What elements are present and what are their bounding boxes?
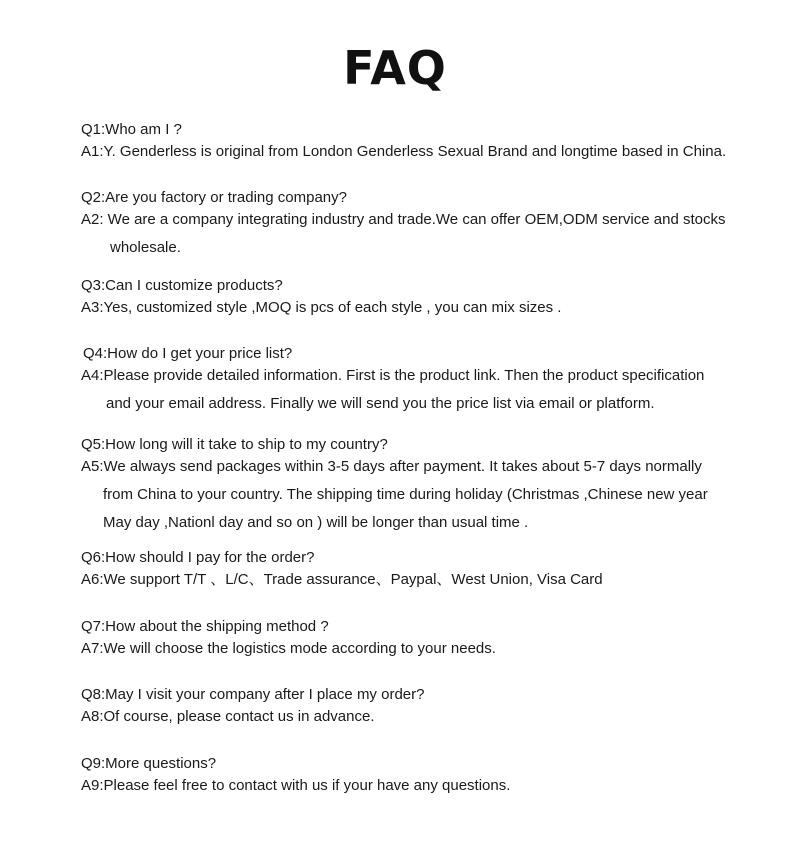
faq-answer-2: A2: We are a company integrating industry and trade.We can offer OEM,ODM service and stocks: [81, 211, 726, 228]
faq-answer-1: A1:Y. Genderless is original from London Genderless Sexual Brand and longtime based in China.: [81, 143, 727, 160]
faq-question-7: Q7:How about the shipping method ?: [81, 618, 329, 635]
faq-answer-8: A8:Of course, please contact us in advance.: [81, 708, 375, 725]
faq-question-6: Q6:How should I pay for the order?: [81, 549, 315, 566]
faq-answer-2-cont: wholesale.: [110, 239, 181, 256]
faq-question-5: Q5:How long will it take to ship to my country?: [81, 436, 388, 453]
faq-question-4: Q4:How do I get your price list?: [83, 345, 293, 362]
faq-answer-6: A6:We support T/T 、L/C、Trade assurance、Paypal、West Union, Visa Card: [81, 571, 603, 588]
faq-answer-5-cont-1: from China to your country. The shipping time during holiday (Christmas ,Chinese new year: [103, 486, 708, 503]
faq-answer-4: A4:Please provide detailed information. First is the product link. Then the product specification: [81, 367, 705, 384]
faq-answer-7: A7:We will choose the logistics mode according to your needs.: [81, 640, 496, 657]
faq-question-2: Q2:Are you factory or trading company?: [81, 189, 347, 206]
faq-answer-4-cont: and your email address. Finally we will send you the price list via email or platform.: [106, 395, 655, 412]
faq-question-1: Q1:Who am I ?: [81, 121, 182, 138]
faq-answer-5-cont-2: May day ,Nationl day and so on ) will be longer than usual time .: [103, 514, 529, 531]
faq-question-3: Q3:Can I customize products?: [81, 277, 283, 294]
faq-answer-9: A9:Please feel free to contact with us if your have any questions.: [81, 777, 511, 794]
faq-answer-5: A5:We always send packages within 3-5 days after payment. It takes about 5-7 days normally: [81, 458, 702, 475]
faq-question-8: Q8:May I visit your company after I place my order?: [81, 686, 425, 703]
faq-answer-3: A3:Yes, customized style ,MOQ is pcs of each style , you can mix sizes .: [81, 299, 562, 316]
page-title: FAQ: [343, 41, 447, 95]
faq-question-9: Q9:More questions?: [81, 755, 217, 772]
